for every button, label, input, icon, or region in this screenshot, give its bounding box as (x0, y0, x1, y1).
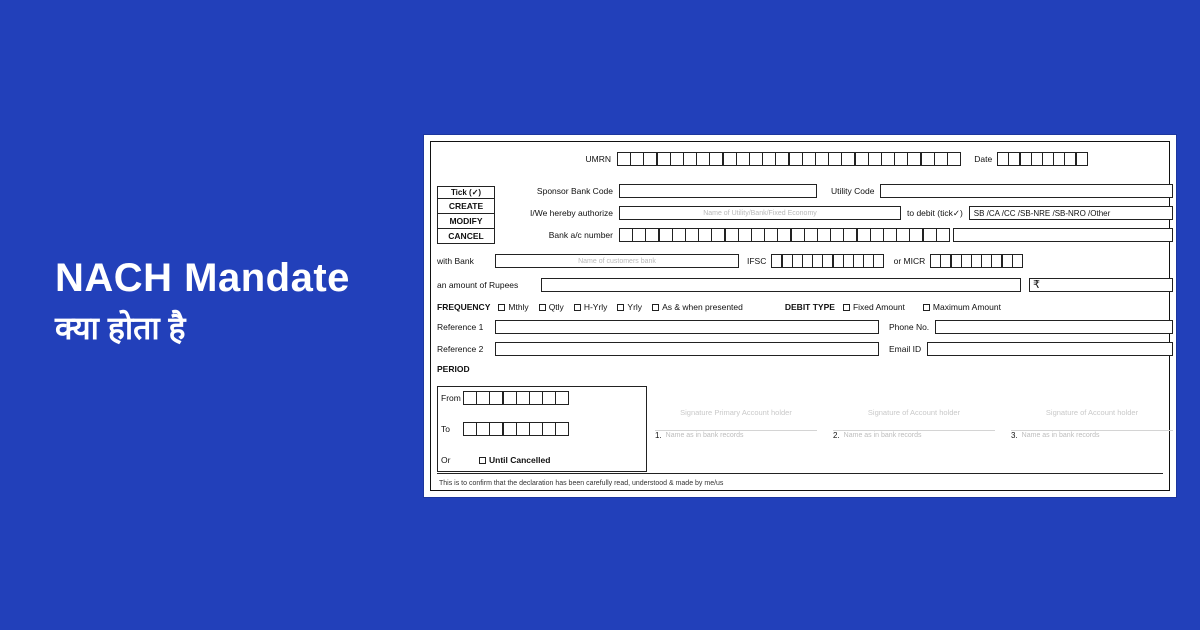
date-cell[interactable] (1064, 152, 1076, 166)
date-cell[interactable] (1008, 152, 1020, 166)
bank-ac-cell[interactable] (909, 228, 923, 242)
debit-type-checkbox-maximum[interactable] (923, 304, 930, 311)
period-from-cell[interactable] (529, 391, 543, 405)
date-cell[interactable] (1053, 152, 1065, 166)
amount-row (437, 278, 1173, 292)
bank-ac-cell[interactable] (843, 228, 857, 242)
bank-ac-cell[interactable] (804, 228, 818, 242)
reference2-row (437, 342, 1173, 356)
ifsc-cell[interactable] (873, 254, 884, 268)
account-type-options[interactable]: SB /CA /CC /SB-NRE /SB-NRO /Other (969, 206, 1173, 220)
bank-ac-cell[interactable] (725, 228, 739, 242)
to-debit-label: to debit (tick✓) (907, 207, 963, 218)
debit-type-label: DEBIT TYPE (784, 302, 835, 312)
umrn-row (437, 152, 1173, 166)
date-cells[interactable] (997, 152, 1087, 166)
authorize-row (501, 206, 1173, 220)
reference1-row (437, 320, 1173, 334)
umrn-cell[interactable] (868, 152, 882, 166)
date-cell[interactable] (1042, 152, 1054, 166)
period-from-label: From (441, 393, 461, 403)
date-label: Date (974, 154, 993, 164)
frequency-checkbox-mthly[interactable] (498, 304, 505, 311)
signature-number-1: 1. (655, 431, 662, 440)
signature-line-1[interactable] (655, 417, 817, 431)
umrn-cell[interactable] (723, 152, 737, 166)
umrn-cell[interactable] (815, 152, 829, 166)
micr-cell[interactable] (1012, 254, 1023, 268)
signature-name-hint-3: Name as in bank records (1021, 432, 1100, 439)
period-from-cell[interactable] (476, 391, 490, 405)
account-type-tick-field[interactable] (953, 228, 1173, 242)
umrn-cell[interactable] (696, 152, 710, 166)
amount-figures-input[interactable] (1029, 278, 1173, 292)
bank-ac-cell[interactable] (738, 228, 752, 242)
bank-ac-cell[interactable] (711, 228, 725, 242)
sponsor-bank-code-label: Sponsor Bank Code (536, 186, 613, 196)
period-from-cell[interactable] (463, 391, 477, 405)
period-to-cell[interactable] (555, 422, 569, 436)
period-heading: PERIOD (437, 364, 470, 374)
period-from-cell[interactable] (542, 391, 556, 405)
umrn-cell[interactable] (907, 152, 921, 166)
bank-ac-cell[interactable] (645, 228, 659, 242)
umrn-cell[interactable] (617, 152, 631, 166)
frequency-option-aswhen[interactable]: As & when presented (662, 302, 743, 312)
bank-ac-cell[interactable] (923, 228, 937, 242)
ifsc-label: IFSC (747, 256, 767, 266)
umrn-cell[interactable] (855, 152, 869, 166)
umrn-cell[interactable] (881, 152, 895, 166)
authorize-label: I/We hereby authorize (530, 208, 613, 218)
tick-option-modify[interactable]: MODIFY (438, 214, 494, 229)
frequency-checkbox-yrly[interactable] (617, 304, 624, 311)
rupee-symbol-icon: ₹ (1033, 279, 1040, 291)
signature-block-1 (655, 408, 817, 440)
nach-mandate-form (430, 141, 1170, 491)
period-from-cells[interactable] (463, 391, 569, 405)
period-from-cell[interactable] (489, 391, 503, 405)
signature-name-hint-2: Name as in bank records (843, 432, 922, 439)
phone-label: Phone No. (889, 322, 930, 332)
ifsc-cells[interactable] (771, 254, 883, 268)
signature-line-2[interactable] (833, 417, 995, 431)
footnote-divider (437, 473, 1163, 474)
period-from-cell[interactable] (516, 391, 530, 405)
umrn-cell[interactable] (802, 152, 816, 166)
tick-box-heading: Tick (✓) (438, 187, 494, 199)
umrn-cell[interactable] (894, 152, 908, 166)
bank-ac-cell[interactable] (659, 228, 673, 242)
signature-title-3: Signature of Account holder (1045, 408, 1139, 417)
reference1-input[interactable] (495, 320, 879, 334)
until-cancelled-label: Until Cancelled (489, 455, 551, 465)
bank-ac-cell[interactable] (883, 228, 897, 242)
phone-input[interactable] (935, 320, 1173, 334)
bank-ac-cell[interactable] (896, 228, 910, 242)
bank-ac-cell[interactable] (830, 228, 844, 242)
bank-ac-cell[interactable] (936, 228, 950, 242)
debit-type-checkbox-fixed[interactable] (843, 304, 850, 311)
umrn-cell[interactable] (841, 152, 855, 166)
action-tick-box (437, 186, 495, 244)
sponsor-bank-code-input[interactable] (619, 184, 817, 198)
period-box (437, 386, 647, 472)
period-or-label: Or (441, 455, 451, 465)
period-or-row (438, 454, 646, 465)
micr-cells[interactable] (930, 254, 1022, 268)
umrn-cell[interactable] (947, 152, 961, 166)
period-to-cell[interactable] (503, 422, 517, 436)
frequency-option-hyrly[interactable]: H-Yrly (583, 302, 608, 312)
date-cell[interactable] (1020, 152, 1032, 166)
headline-line-1: NACH Mandate (55, 256, 350, 300)
bank-ac-cell[interactable] (857, 228, 871, 242)
bank-ac-cell[interactable] (764, 228, 778, 242)
sponsor-utility-row (501, 184, 1173, 198)
umrn-cell[interactable] (789, 152, 803, 166)
period-from-cell[interactable] (555, 391, 569, 405)
frequency-option-yrly[interactable]: Yrly (627, 302, 643, 312)
bank-ac-cell[interactable] (632, 228, 646, 242)
reference2-input[interactable] (495, 342, 879, 356)
signature-block-3 (1011, 408, 1173, 440)
bank-ac-cell[interactable] (619, 228, 633, 242)
frequency-checkbox-hyrly[interactable] (574, 304, 581, 311)
signature-name-hint-1: Name as in bank records (665, 432, 744, 439)
bank-ac-cell[interactable] (672, 228, 686, 242)
period-to-cell[interactable] (516, 422, 530, 436)
period-to-cells[interactable] (463, 422, 569, 436)
signature-number-2: 2. (833, 431, 840, 440)
frequency-label: FREQUENCY (437, 302, 491, 312)
umrn-cell[interactable] (683, 152, 697, 166)
signature-title-2: Signature of Account holder (867, 408, 961, 417)
utility-code-label: Utility Code (831, 186, 875, 196)
signature-line-3[interactable] (1011, 417, 1173, 431)
umrn-label: UMRN (585, 154, 611, 164)
umrn-cell[interactable] (762, 152, 776, 166)
email-label: Email ID (889, 344, 922, 354)
headline-block (55, 255, 435, 347)
tick-option-create[interactable]: CREATE (438, 199, 494, 214)
with-bank-row (437, 254, 1173, 268)
tick-option-cancel[interactable]: CANCEL (448, 231, 484, 241)
umrn-cell[interactable] (657, 152, 671, 166)
period-to-cell[interactable] (476, 422, 490, 436)
signature-title-1: Signature Primary Account holder (680, 408, 792, 417)
period-to-row (438, 421, 646, 436)
bank-ac-cell[interactable] (817, 228, 831, 242)
period-from-cell[interactable] (503, 391, 517, 405)
micr-label: or MICR (893, 256, 926, 266)
bank-ac-cells[interactable] (619, 228, 949, 242)
utility-code-input[interactable] (880, 184, 1173, 198)
umrn-cell[interactable] (775, 152, 789, 166)
frequency-row (437, 302, 1173, 312)
nach-mandate-form-card (424, 135, 1176, 497)
authorize-placeholder: Name of Utility/Bank/Fixed Economy (703, 210, 817, 217)
bank-ac-label: Bank a/c number (548, 230, 613, 240)
period-from-row (438, 390, 646, 405)
reference1-label: Reference 1 (437, 322, 484, 332)
period-to-cell[interactable] (529, 422, 543, 436)
signature-number-3: 3. (1011, 431, 1018, 440)
frequency-checkbox-qtly[interactable] (539, 304, 546, 311)
signature-block-2 (833, 408, 995, 440)
umrn-cell[interactable] (709, 152, 723, 166)
period-to-label: To (441, 424, 450, 434)
authorize-input[interactable] (619, 206, 901, 220)
period-to-cell[interactable] (489, 422, 503, 436)
umrn-cell[interactable] (630, 152, 644, 166)
date-cell[interactable] (1076, 152, 1088, 166)
debit-type-option-fixed[interactable]: Fixed Amount (852, 302, 905, 312)
bank-ac-cell[interactable] (870, 228, 884, 242)
umrn-cell[interactable] (670, 152, 684, 166)
frequency-option-mthly[interactable]: Mthly (508, 302, 529, 312)
umrn-cell[interactable] (643, 152, 657, 166)
bank-ac-cell[interactable] (791, 228, 805, 242)
period-to-cell[interactable] (542, 422, 556, 436)
with-bank-input[interactable] (495, 254, 739, 268)
umrn-cell[interactable] (921, 152, 935, 166)
umrn-cell[interactable] (934, 152, 948, 166)
email-input[interactable] (927, 342, 1173, 356)
with-bank-placeholder: Name of customers bank (578, 258, 656, 265)
umrn-cell[interactable] (749, 152, 763, 166)
umrn-cell[interactable] (828, 152, 842, 166)
umrn-cells[interactable] (617, 152, 960, 166)
signature-area (655, 408, 1173, 440)
until-cancelled-checkbox[interactable] (479, 457, 486, 464)
reference2-label: Reference 2 (437, 344, 484, 354)
amount-label: an amount of Rupees (437, 280, 519, 290)
bank-account-row (501, 228, 1173, 242)
bank-ac-cell[interactable] (751, 228, 765, 242)
frequency-option-qtly[interactable]: Qtly (548, 302, 564, 312)
period-to-cell[interactable] (463, 422, 477, 436)
with-bank-label: with Bank (437, 256, 474, 266)
bank-ac-cell[interactable] (685, 228, 699, 242)
bank-ac-cell[interactable] (698, 228, 712, 242)
debit-type-option-maximum[interactable]: Maximum Amount (932, 302, 1001, 312)
date-cell[interactable] (997, 152, 1009, 166)
frequency-checkbox-aswhen[interactable] (652, 304, 659, 311)
bank-ac-cell[interactable] (777, 228, 791, 242)
declaration-footnote: This is to confirm that the declaration has been carefully read, understood & made by me/us (439, 480, 724, 487)
umrn-cell[interactable] (736, 152, 750, 166)
amount-words-input[interactable] (541, 278, 1021, 292)
headline-line-2: क्या होता है (55, 310, 186, 346)
date-cell[interactable] (1031, 152, 1043, 166)
